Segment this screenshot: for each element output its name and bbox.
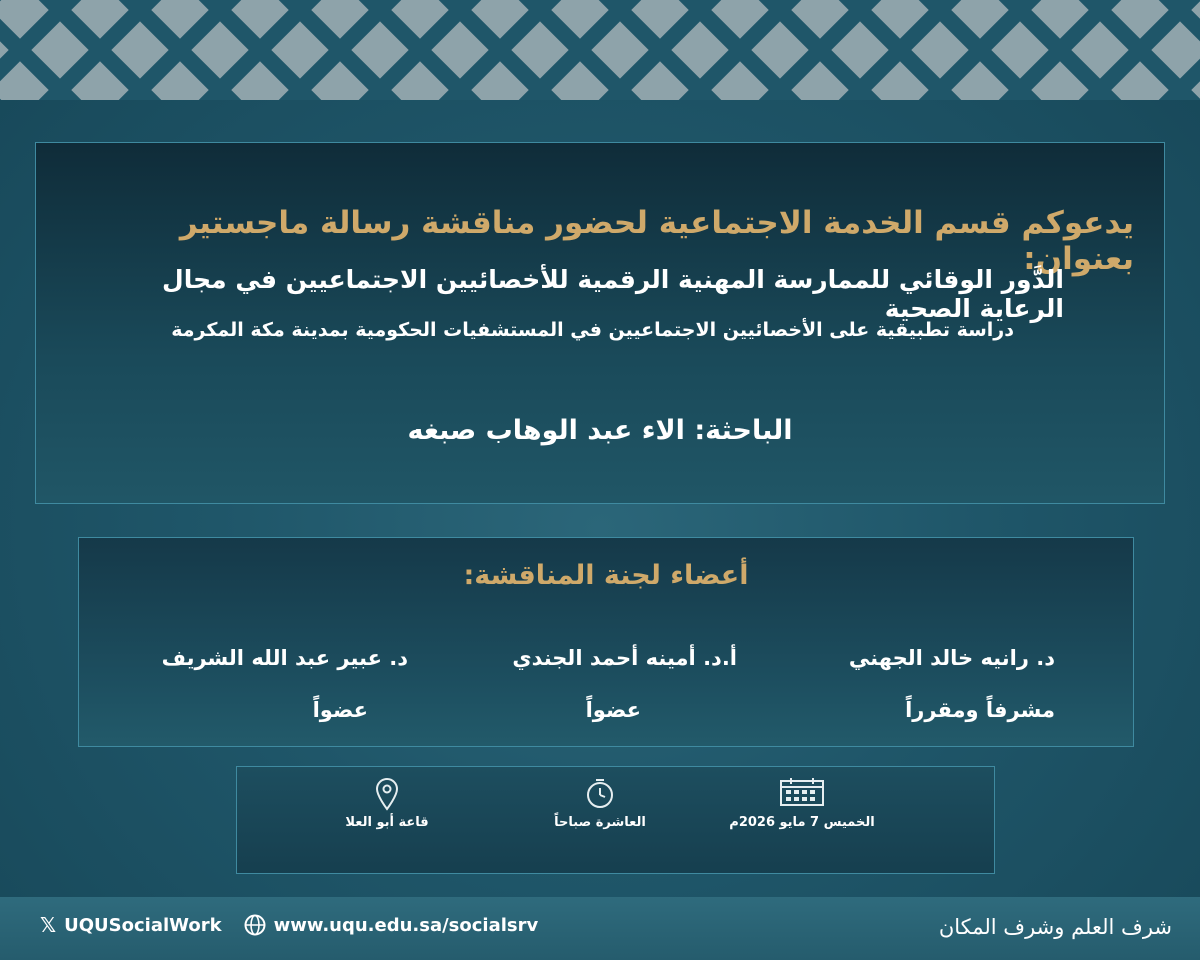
social-handle-link[interactable]: UQUSocialWork (64, 914, 222, 936)
thesis-subtitle: دراسة تطبيقية على الأخصائيين الاجتماعيين في المستشفيات الحكومية بمدينة مكة المكرمة (171, 319, 1014, 341)
date-item (702, 767, 902, 873)
event-place: قاعة أبو العلا (345, 815, 429, 830)
thesis-title: الدَّور الوقائي للممارسة المهنية الرقمية للأخصائيين الاجتماعيين في مجال الرعاية الصحية (162, 265, 1064, 323)
footer-bar (0, 897, 1200, 960)
committee-member-role: عضواً (312, 698, 368, 722)
committee-member-name: أ.د. أمينه أحمد الجندي (512, 646, 737, 670)
calendar-icon (779, 777, 825, 807)
event-details-panel (236, 766, 995, 874)
researcher-name: الباحثة: الاء عبد الوهاب صبغه (407, 415, 793, 446)
invitation-panel (35, 142, 1165, 504)
committee-panel (78, 537, 1134, 747)
social-links (40, 913, 538, 937)
event-date: الخميس 7 مايو 2026م (729, 815, 875, 830)
website-link[interactable]: www.uqu.edu.sa/socialsrv (273, 914, 539, 936)
clock-icon (584, 777, 616, 809)
committee-member-name: د. رانيه خالد الجهني (848, 646, 1055, 670)
globe-icon (244, 914, 266, 936)
committee-member-name: د. عبير عبد الله الشريف (161, 646, 408, 670)
decorative-lattice-header (0, 0, 1200, 100)
event-time: العاشرة صباحاً (554, 815, 646, 830)
location-pin-icon (374, 777, 400, 811)
committee-member-role: عضواً (585, 698, 641, 722)
lattice-pattern (0, 0, 1200, 100)
x-logo-icon: 𝕏 (40, 913, 57, 937)
university-slogan: شرف العلم وشرف المكان (938, 915, 1172, 939)
time-item (500, 767, 700, 873)
invitation-text: يدعوكم قسم الخدمة الاجتماعية لحضور مناقشة رسالة ماجستير بعنوان: (179, 205, 1134, 277)
committee-title: أعضاء لجنة المناقشة: (463, 560, 749, 591)
place-item (287, 767, 487, 873)
committee-member-role: مشرفاً ومقرراً (905, 698, 1055, 722)
